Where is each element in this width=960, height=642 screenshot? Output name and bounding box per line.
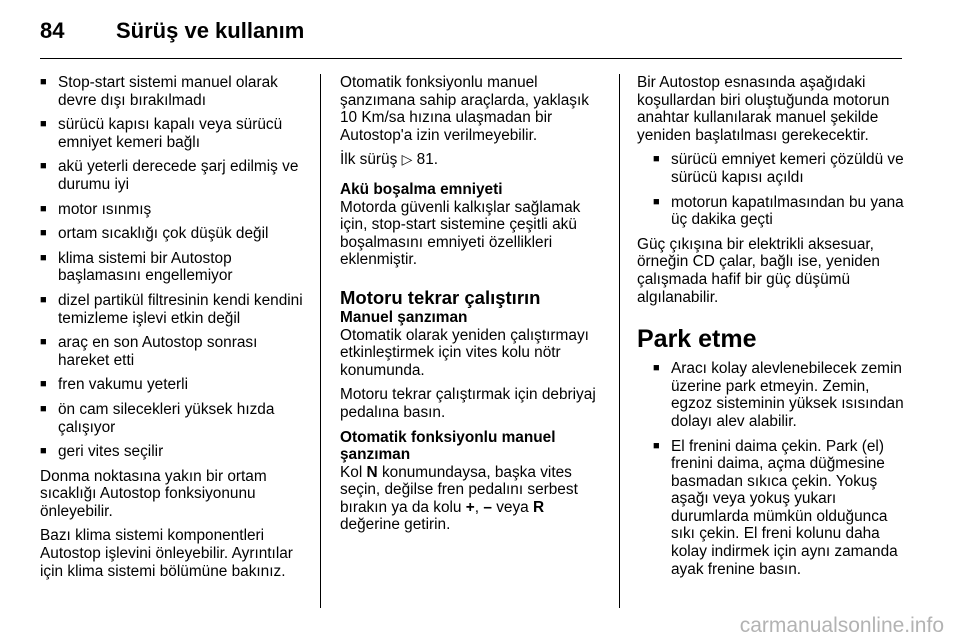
list-item: ■ dizel partikül filtresinin kendi kendini temizleme işlevi etkin değil (40, 292, 306, 327)
paragraph (340, 464, 606, 534)
gear-key-n: N (366, 463, 378, 481)
column-3 (637, 74, 907, 585)
gear-key-plus: + (465, 498, 475, 516)
section-subheading: Akü boşalma emniyeti (340, 180, 503, 198)
paragraph: Bazı klima sistemi komponentleri Autostop işlevini önleyebilir. Ayrıntılar için klima sistemi bölümüne bakınız. (40, 527, 293, 580)
list-item: ■ Aracı kolay alevlenebilecek zemin üzerine park etmeyin. Zemin, egzoz sisteminin yüksek ısısından dolayı alev alabilir. (653, 360, 907, 430)
list-item: ■ ortam sıcaklığı çok düşük değil (40, 225, 306, 243)
first-drive-ref (340, 151, 606, 169)
header-divider (40, 58, 902, 59)
chapter-title: Sürüş ve kullanım (116, 18, 305, 43)
ref-text: İlk sürüş (340, 151, 398, 169)
column-2 (340, 74, 606, 541)
parking-list (637, 360, 907, 578)
list-item: ■ araç en son Autostop sonrası hareket etti (40, 334, 306, 369)
paragraph: Güç çıkışına bir elektrikli aksesuar, örneğin CD çalar, bağlı ise, yeniden çalışmada hafif bir güç düşümü algılanabilir. (637, 235, 880, 306)
paragraph: Donma noktasına yakın bir ortam sıcaklığı Autostop fonksiyonunu önleyebilir. (40, 467, 267, 520)
list-item: ■ ön cam silecekleri yüksek hızda çalışıyor (40, 401, 306, 436)
text-run: , (474, 498, 480, 516)
text-run: konumundaysa, başka vites seçin, değilse fren pedalını serbest bırakın ya da kolu (340, 463, 578, 516)
text-run: veya (496, 498, 529, 516)
section-subheading: Manuel şanzıman (340, 308, 468, 326)
column-divider-2 (619, 74, 620, 608)
section-heading: Motoru tekrar çalıştırın (340, 286, 541, 308)
watermark: carmanualsonline.info (739, 614, 944, 637)
paragraph: Otomatik olarak yeniden çalıştırmayı etkinleştirmek için vites kolu nötr konumunda. (340, 326, 589, 379)
page-ref-icon: ▷ (401, 151, 413, 168)
list-item: ■ motorun kapatılmasından bu yana üç dakika geçti (653, 194, 907, 229)
page-number: 84 (40, 18, 65, 43)
conditions-list (40, 74, 306, 461)
paragraph: Bir Autostop esnasında aşağıdaki koşullardan biri oluştuğunda motorun anahtar kullanılarak manuel şekilde yeniden başlatılması gerekecektir. (637, 74, 890, 144)
list-item: ■ fren vakumu yeterli (40, 376, 306, 394)
paragraph: Motorda güvenli kalkışlar sağlamak için, stop-start sistemine çeşitli akü boşalmasını emniyeti özellikleri eklenmiştir. (340, 198, 581, 269)
section-heading: Park etme (637, 325, 757, 354)
column-divider-1 (320, 74, 321, 608)
list-item: ■ Stop-start sistemi manuel olarak devre dışı bırakılmadı (40, 74, 306, 109)
list-item: ■ sürücü emniyet kemeri çözüldü ve sürücü kapısı açıldı (653, 151, 907, 186)
list-item: ■ motor ısınmış (40, 201, 306, 219)
column-1 (40, 74, 306, 587)
text-run: Kol (340, 463, 363, 481)
paragraph: Motoru tekrar çalıştırmak için debriyaj pedalına basın. (340, 386, 596, 421)
gear-key-r: R (532, 498, 545, 516)
gear-key-minus: – (483, 498, 492, 516)
list-item: ■ klima sistemi bir Autostop başlamasını engellemiyor (40, 250, 306, 285)
ref-page: 81. (416, 151, 439, 169)
list-item: ■ geri vites seçilir (40, 443, 306, 461)
list-item: ■ El frenini daima çekin. Park (el) frenini daima, açma düğmesine basmadan sıkıca çekin. Yokuş aşağı veya yokuş yukarı durumlarda mümkün olduğunca sıkı çekin. El freni kolunu daha kolay indirmek için aynı zamanda ayak frenine basın. (653, 438, 907, 579)
text-run: değerine getirin. (340, 516, 451, 534)
page-header (40, 14, 304, 48)
paragraph: Otomatik fonksiyonlu manuel şanzımana sahip araçlarda, yaklaşık 10 Km/sa hızına ulaşmadan bir Autostop'a izin verilmeyebilir. (340, 74, 589, 144)
section-subheading: Otomatik fonksiyonlu manuel şanzıman (340, 428, 556, 464)
list-item: ■ sürücü kapısı kapalı veya sürücü emniyet kemeri bağlı (40, 116, 306, 151)
list-item: ■ akü yeterli derecede şarj edilmiş ve durumu iyi (40, 158, 306, 193)
restart-conditions-list (637, 151, 907, 228)
